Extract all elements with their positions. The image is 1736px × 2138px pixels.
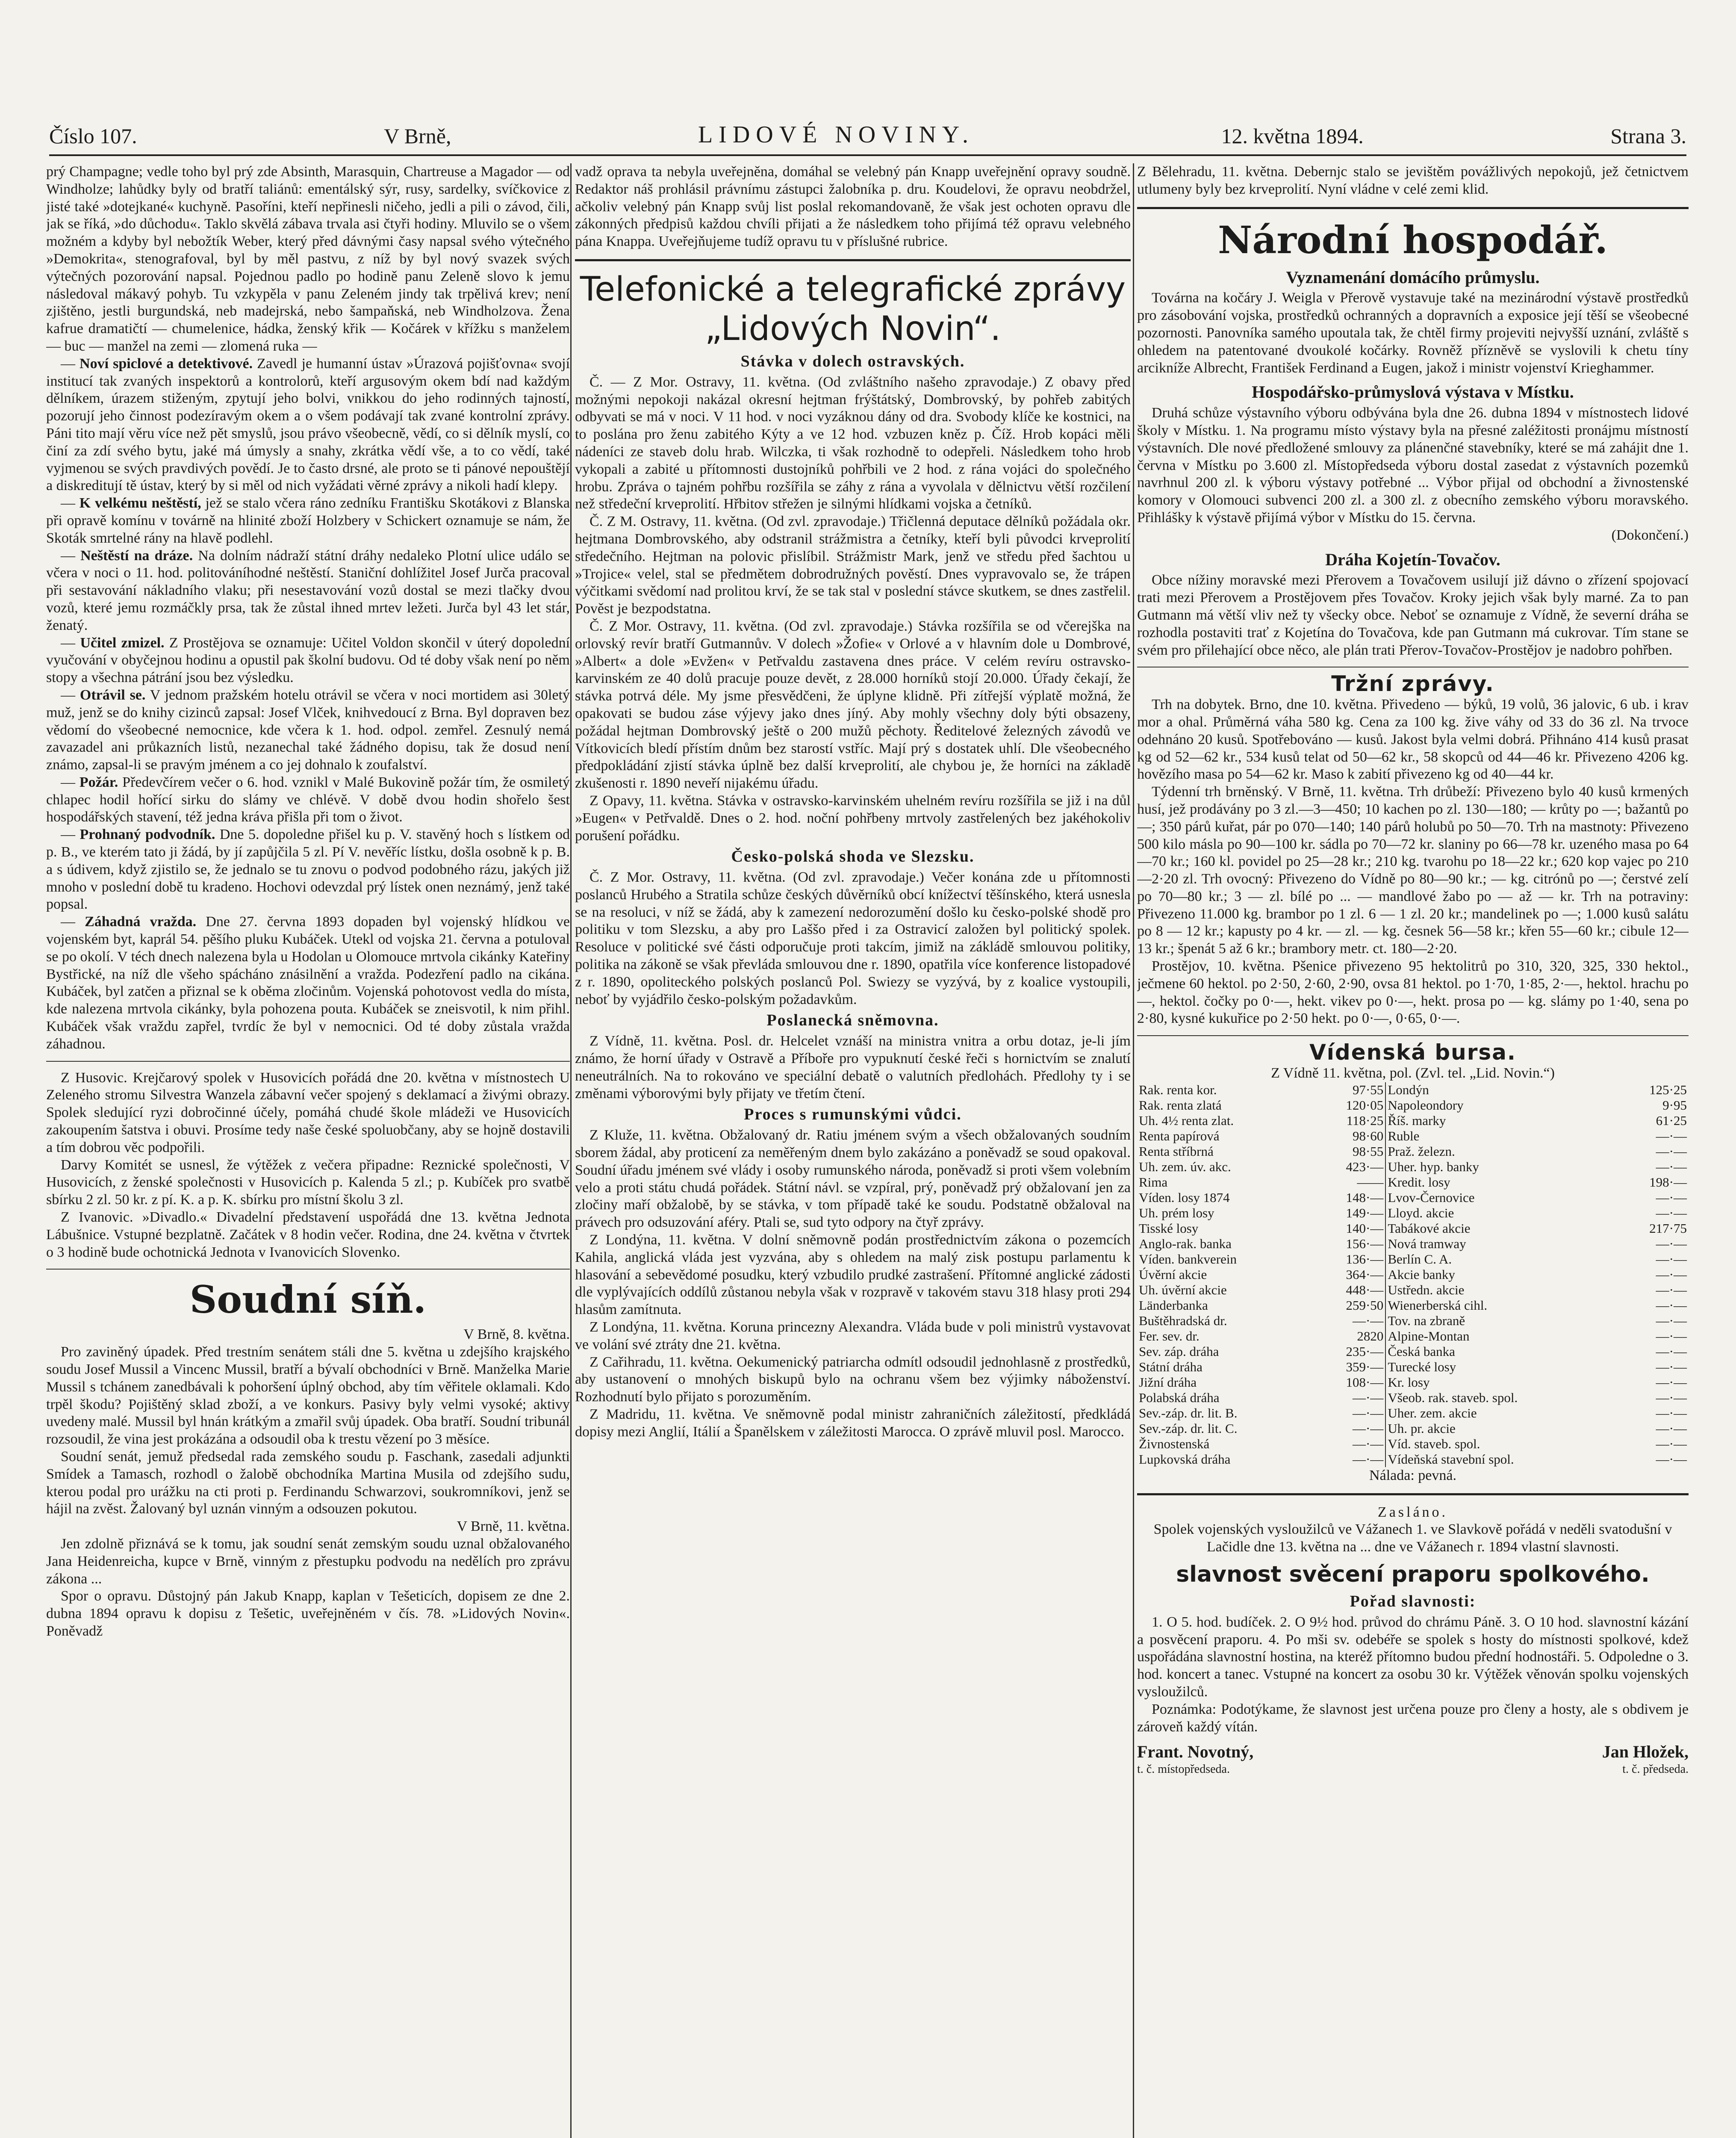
- bursa-price: —·—: [1656, 1251, 1687, 1267]
- article-heading: Dráha Kojetín-Tovačov.: [1325, 549, 1500, 569]
- bursa-price: —·—: [1314, 1390, 1385, 1406]
- bursa-price: —·—: [1656, 1159, 1687, 1174]
- article-text: Z Opavy, 11. května. Stávka v ostravsko-karvinském uhelném revíru rozšířila se již i na důl »Eugen« v Petřvaldě. Dnes o 2. hod. noční pohřbeny mrtvoly zastřelených bez jakéhokoliv porušení pořádku.: [575, 792, 1131, 844]
- article-text: — Noví spiclové a detektivové. Zavedl je humanní ústav »Úrazová pojišťovna« svojí institucí tak zvaných inspektorů a kontrolorů, kteří argusovým okem bdí nad každým dělníkem, úrazem stiženým, zpytují jeho bolvi, vnikkou do jeho rodinných tajností, pozorují jeho činnost podezíravým okem a o všem podávají tak zvané kontrolní zprávy. Páni tito mají věru více než pět smyslů, jsou právo všeobecně, vědí, co si dělník myslí, co činí za zdí svého bytu, jaké má úmysly a snahy, zkrátka vědí vše, a to co vědí, také vyjmenou se svých pravdivých povědí. Je to často drsné, ale proto se ti pánové nepouštějí a diskreditují tě ústav, který by si měl od nich vyžádati věrné zprávy a nikoli hadí klepy.: [46, 355, 570, 494]
- bursa-security-name: Uh. zem. úv. akc.: [1139, 1159, 1231, 1174]
- bursa-security-name: Wienerberská cihl.: [1388, 1297, 1488, 1313]
- section-title-trzni-zpravy: Tržní zprávy.: [1331, 671, 1494, 697]
- bursa-security-name: Londýn: [1388, 1082, 1429, 1097]
- article-text: Prostějov, 10. května. Pšenice přivezeno 95 hektolitrů po 310, 320, 325, 330 hektol., ječmene 60 hektol. po 2·50, 2·60, 2·90, ovsa 81 hektol. po 1·70, 1·85, 2·—, hektol. hrachu po —, hektol. čočky po 0·—, hekt. vikev po 0·—, hekt. prosa po — kg. slámy po 1·40, sena po 2·80, kysné kukuřice po 2·50 hekt. po 0·—, 0·65, 0·—.: [1137, 958, 1689, 1027]
- article-text: Z Vídně, 11. května. Posl. dr. Helcelet vznáší na ministra vnitra a orbu dotaz, je-li jím známo, že horní úřady v Ostravě a Příboře pro vypuknutí české řeči s hornictvím se znalutí neneutrálních. Na to rokováno ve speciální debatě o valutních předlohách. Předlohy ty i se změnami výborovými byly přijaty ve třetím čtení.: [575, 1033, 1131, 1101]
- bursa-row: [1137, 1329, 1689, 1344]
- bursa-security-name: Všeob. rak. staveb. spol.: [1388, 1390, 1518, 1405]
- signature-role: t. č. místopředseda.: [1137, 1763, 1230, 1776]
- bursa-price: 125·25: [1649, 1082, 1687, 1097]
- bursa-row: [1137, 1221, 1689, 1236]
- bursa-security-name: Jižní dráha: [1139, 1374, 1197, 1390]
- bursa-security-name: Renta stříbrná: [1139, 1143, 1214, 1159]
- section-divider: [1137, 1493, 1689, 1495]
- bursa-row: [1137, 1359, 1689, 1375]
- zaslano-label: Zasláno.: [1377, 1504, 1448, 1520]
- bursa-row: [1137, 1113, 1689, 1128]
- bursa-security-name: Rak. renta zlatá: [1139, 1097, 1222, 1113]
- bursa-price: 359·—: [1314, 1359, 1385, 1375]
- bursa-price: —·—: [1656, 1236, 1687, 1251]
- section-divider: [575, 259, 1131, 261]
- bursa-security-name: Nová tramway: [1388, 1236, 1466, 1251]
- article-text: Z Madridu, 11. května. Ve sněmovně podal ministr zahraničních záležitostí, předkládá dopisy mezi Anglií, Itálií a Španělskem v záležitosti Marocca. O zprávě mluvil posl. Marocco.: [575, 1406, 1131, 1440]
- bursa-table-body: [1137, 1082, 1689, 1467]
- bursa-price: —·—: [1656, 1436, 1687, 1451]
- bursa-price: —·—: [1656, 1143, 1687, 1159]
- bursa-security-name: Akcie banky: [1388, 1267, 1455, 1282]
- bursa-price: 198·—: [1649, 1174, 1687, 1190]
- column-3: [1137, 163, 1689, 2138]
- bursa-price: 2820: [1314, 1329, 1385, 1344]
- article-text: — Učitel zmizel. Z Prostějova se oznamuje: Učitel Voldon skončil v úterý dopolední vyučování v obyčejnou hodinu a opustil pak školní budovu. Od té doby však není po něm stopy a všechna pátrání jsou bez výsledku.: [46, 635, 570, 686]
- bursa-price: 156·—: [1314, 1236, 1385, 1252]
- bursa-row: [1137, 1452, 1689, 1467]
- bursa-price: —·—: [1656, 1190, 1687, 1205]
- article-heading: Požár.: [79, 774, 118, 790]
- bursa-price: 98·55: [1314, 1144, 1385, 1159]
- article-text: Darvy Komitét se usnesl, že výtěžek z večera připadne: Reznické společnosti, V Husovicích, z ženské společnosti v Husovicích p. Kalenda 5 zl.; p. Kubíček pro svatbě sbírku 2 zl. 50 kr. z pí. K. a p. K. sbírku pro místní školu 3 zl.: [46, 1157, 570, 1208]
- signature-name: Frant. Novotný,: [1137, 1742, 1254, 1762]
- article-text: — K velkému neštěstí, jež se stalo včera ráno zedníku Františku Skotákovi z Blanska při opravě komínu v továrně na hlinité zboží Holzbery v Schickert oznamuje se nám, že Skoták smrtelné rány na hlavě podlehl.: [46, 495, 570, 546]
- article-text: Č. — Z Mor. Ostravy, 11. května. (Od zvláštního našeho zpravodaje.) Z obavy před možnými nepokoji nakázal okresní hejtman frýštátský, Dombrovský, by pohřeb zabitých odbyvati se má v noci. V 11 hod. v noci vyzáknou dány od dra. Svobody klíče ke kostnici, na to poslána pro ženu zabitého Kýty a ve 12 hod. vzbuzen kněz p. Číž. Hrob kopáci měli nádeníci ze staveb dolu hrab. Wilczka, ti však rozhodně to odepřeli. Následkem toho hrob vykopali a zabité u přítomnosti dustojníků pohřbili ve 2 hod. z rána vojáci do společného hrobu. Zpráva o tajném pohřbu rozšířila se záhy z rána a vyvolala v dělnictvu větší rozčilení než středeční krveprolití. Hřbitov střežen je silnými hlídkami vojska a četníků.: [575, 374, 1131, 512]
- article-text: Č. Z Mor. Ostravy, 11. května. (Od zvl. zpravodaje.) Stávka rozšířila se od včerejška na orlovský revír bratří Gutmannův. V dolech »Žofie« v Orlové a v hlavním dole u Dombrové, »Albert« a dole »Evžen« v Petřvaldu zastavena dnes práce. V celém revíru ostravsko-karvinském ze 40 dolů pracuje pouze devět, z 28.000 horníků stojí 20.000. Úřady čekají, že stávka potrvá déle. My jsme přesvědčeni, že úplyne klidně. Při zítřejší výplatě možná, že opakovati se budou záse výjevy jako dnes jíný. Aby mohly všechny doly býti obsazeny, požádal hejtman Dombrovský ještě o 200 mužů pěchoty. Ředitelové železných závodů ve Vítkovicích bledí přístím dnům bez starostí vstříc. Mají prý s dostatek uhlí. Dle všeobecného předpokládání zjistí stávka úplně bez další krveprolití, ale chybou je, že horníci na základě zkušenosti r. 1890 neveří nijakému úřadu.: [575, 618, 1131, 791]
- article-heading: Česko-polská shoda ve Slezsku.: [731, 848, 975, 866]
- bursa-security-name: Sev. záp. dráha: [1139, 1344, 1219, 1359]
- bursa-security-name: Fer. sev. dr.: [1139, 1328, 1200, 1344]
- dateline: V Brně, 11. května.: [457, 1518, 570, 1535]
- bursa-row: [1137, 1406, 1689, 1421]
- bursa-price: 140·—: [1314, 1221, 1385, 1236]
- bursa-security-name: Vídeňská stavební spol.: [1388, 1451, 1514, 1467]
- bursa-subtitle: Z Vídně 11. května, pol. (Zvl. tel. „Lid. Novin.“): [1271, 1065, 1555, 1081]
- advert-programme-heading: Pořad slavnosti:: [1350, 1592, 1476, 1611]
- bursa-price: 108·—: [1314, 1375, 1385, 1390]
- bursa-security-name: Uh. prém losy: [1139, 1205, 1214, 1220]
- article-text: — Prohnaný podvodník. Dne 5. dopoledne přišel ku p. V. stavěný hoch s lístkem od p. B., ve kterém tato ji žádá, by jí zapůjčila 5 zl. Pí V. nevěříc lístku, došla osobně k p. B. a s údivem, když zjistilo se, že jednalo se tu znovu o podvod podobného rázu, jakých již mnoho v poslední době tu kradeno. Hochovi odevzdal prý lístek onen neznámý, jenž také popsal.: [46, 827, 570, 912]
- section-divider: [46, 1269, 570, 1270]
- advert-body: 1. O 5. hod. budíček. 2. O 9½ hod. průvod do chrámu Páně. 3. O 10 hod. slavnostní kázání a posvěcení praporu. 4. Po mši sv. odebéře se spolek s hosty do místnosti spolkové, kdež uspořádána slavnostní hostina, na kteréž přítomno budou přední hodnostáři. 5. Odpoledne o 3. hod. koncert a tanec. Vstupné na koncert za osobu 30 kr. Výtěžek věnován spolku vojenských vysloužilců.: [1137, 1614, 1689, 1700]
- bursa-security-name: Uher. hyp. banky: [1388, 1159, 1479, 1174]
- page-header: [49, 109, 1686, 156]
- bursa-price: 259·50: [1314, 1298, 1385, 1313]
- column-1: [46, 163, 570, 2138]
- article-text: Továrna na kočáry J. Weigla v Přerově vystavuje také na mezinárodní výstavě prostředků pro zásobování vojska, prostředků ochranných a dopravních a exposice její těší se všeobecné pozornosti. Panovníka samého upoutala tak, že chtěl firmy projeviti nejvyšší uznání, zvláště s ohledem na patentované dvoukolé kočárky. Rovněž přízněvě se vyslovili k chetu tíny arcikníže Albrecht, František Ferdinand a Eugen, jakož i ministr vojenství Krieghammer.: [1137, 290, 1689, 376]
- bursa-security-name: Ustředn. akcie: [1388, 1282, 1465, 1297]
- bursa-row: [1137, 1252, 1689, 1267]
- bursa-security-name: Kr. losy: [1388, 1374, 1430, 1390]
- bursa-price: —·—: [1656, 1313, 1687, 1328]
- advert-signatures: [1137, 1743, 1689, 1761]
- bursa-price: —·—: [1656, 1282, 1687, 1297]
- article-heading: Hospodářsko-průmyslová výstava v Místku.: [1252, 382, 1574, 402]
- bursa-row: [1137, 1082, 1689, 1098]
- bursa-row: [1137, 1098, 1689, 1113]
- article-heading: Učitel zmizel.: [80, 635, 165, 651]
- article-text: Č. Z M. Ostravy, 11. května. (Od zvl. zpravodaje.) Třičlenná deputace dělníků požádala okr. hejtmana Dombrovského, aby odstranil strážmistra a četníky, kteří byli původci krveprolití středečního. Hejtman na polovic přislíbil. Strážmistr Mark, jenž ve středu před šachtou u »Trojice« velel, stal se předmětem dobrodružných pověstí. Dnes vypravovalo se, že trápen výčitkami svědomí nad prolitou krví, že se tak stal v poslední stávce skutkem, se dnes zastřelil. Pověst je bezpodstatna.: [575, 514, 1131, 617]
- bursa-security-name: Kredit. losy: [1388, 1174, 1450, 1190]
- bursa-price: —·—: [1314, 1406, 1385, 1421]
- article-text: — Otrávil se. V jednom pražském hotelu otrávil se včera v noci mortidem asi 30letý muž, jenž se do knihy cizinců zapsal: Josef Vlček, knihvedoucí z Brna. Byl dopraven bez vědomí do všeobecné nemocnice, kde včera k 1. hod. odpol. zemřel. Zesnulý nemá zavazadel ani průkazních listů, nezanechal také žádného dopisu, tak že dosud není známo, zapsal-li se pravým jménem a co jej dohnalo k zoufalství.: [46, 687, 570, 773]
- city: V Brně,: [384, 124, 451, 148]
- section-title-narodni-hospodar: Národní hospodář.: [1217, 217, 1608, 262]
- bursa-security-name: Tabákové akcie: [1388, 1220, 1471, 1236]
- bursa-row: [1137, 1282, 1689, 1298]
- bursa-row: [1137, 1298, 1689, 1313]
- bursa-security-name: Sev.-záp. dr. lit. B.: [1139, 1405, 1238, 1420]
- bursa-row: [1137, 1344, 1689, 1359]
- article-heading: Otrávil se.: [80, 687, 146, 703]
- article-text: — Neštěstí na dráze. Na dolním nádraží státní dráhy nedaleko Plotní ulice událo se včera v noci o 11. hod. politováníhodné neštěstí. Staniční dohlížitel Josef Jurča pracoval při sestavování nákladního vlaku; při nesestavování vozů dostal se mezi tlačky dvou vozů, které jemu rozmáčkly prsa, tak že zůstal ihned mrtev ležeti. Jurča byl 43 let stár, ženatý.: [46, 547, 570, 633]
- bursa-security-name: Tisské losy: [1139, 1220, 1199, 1236]
- section-divider: [46, 1061, 570, 1062]
- section-title-telegraf: Telefonické a telegrafické zprávy „Lidových Novin“.: [580, 270, 1126, 348]
- column-2: [575, 163, 1131, 2138]
- bursa-security-name: Víden. bankverein: [1139, 1251, 1237, 1267]
- signature-roles: [1137, 1761, 1689, 1778]
- continuation-note: (Dokončení.): [1611, 527, 1689, 543]
- bursa-note: Nálada: pevná.: [1369, 1467, 1456, 1483]
- bursa-row: [1137, 1128, 1689, 1144]
- bursa-security-name: Říš. marky: [1388, 1113, 1446, 1128]
- bursa-security-name: Lloyd. akcie: [1388, 1205, 1454, 1220]
- bursa-security-name: Rima: [1139, 1174, 1168, 1190]
- article-text: Z Kluže, 11. května. Obžalovaný dr. Ratiu jménem svým a všech obžalovaných soudním sborem žádal, aby proticení za neměřeným dnem bylo zakázáno a poněvadž se soud opakoval. Soudní úřadu jménem své vlády i osoby rumunského národa, poněvadž si proti všem volebním velo a proti státu chudá pořádek. Státní návl. se vzpíral, prý, poněvadž prý obžalovaní jen za zločiny maří obžalobě, by se stávka, v tom případě také ke soudu. Podstatně obžaloval na právech pro odsuzování aféry. Ptali se, sud tyto odpory na čtyř zprávy.: [575, 1127, 1131, 1231]
- section-divider: [1137, 207, 1689, 209]
- article-text: Z Londýna, 11. května. Koruna princezny Alexandra. Vláda bude v poli ministrů vystavovat ve volání své ztráty dne 21. května.: [575, 1319, 1131, 1352]
- bursa-price: —·—: [1656, 1374, 1687, 1390]
- bursa-price: —·—: [1656, 1267, 1687, 1282]
- bursa-security-name: Uh. pr. akcie: [1388, 1420, 1456, 1436]
- article-text: Pro zaviněný úpadek. Před trestním senátem stáli dne 5. května u zdejšího krajského soudu Josef Mussil a Vincenc Mussil, bratří a bývalí obchodníci v Brně. Manželka Marie Mussil s tchánem zanedbávali k pohoršení úplný obchod, aby tím věřitele oklamali. Kdo trpěl škodu? Pojištěný sklad zboží, a ve konkurs. Pasivy byly velmi vysoké; aktivy uvedeny malé. Mussil byl hnán krátkým a zmařil svůj úpadek. Oba bratří. Soudní tribunál rozsoudil, že vina jest prokázána a odsoudil oba k trestu vězení po 3 měsíce.: [46, 1344, 570, 1447]
- bursa-row: [1137, 1159, 1689, 1175]
- bursa-price: —·—: [1656, 1451, 1687, 1467]
- bursa-security-name: Länderbanka: [1139, 1297, 1208, 1313]
- article-text: Obce nížiny moravské mezi Přerovem a Tovačovem usilují již dávno o zřízení spojovací trati mezi Přerovem a Prostějovem přes Tovačov. Kroky jejich však byly marné. Za to pan Gutmann má větší vliv než ty všecky obce. Neboť se oznamuje z Vídně, že severní dráha se rozhodla postaviti trať z Kojetína do Tovačova, kde pan Gutmann má cukrovar. Tím stane se svém pro přilehající obce něco, ale plán trati Přerov-Tovačov-Prostějov je nadobro pohřben.: [1137, 572, 1689, 658]
- bursa-price: —·—: [1656, 1328, 1687, 1344]
- bursa-security-name: Sev.-záp. dr. lit. C.: [1139, 1420, 1238, 1436]
- bursa-security-name: Lvov-Černovice: [1388, 1190, 1475, 1205]
- bursa-price: 423·—: [1314, 1159, 1385, 1175]
- bursa-security-name: Uher. zem. akcie: [1388, 1405, 1477, 1420]
- bursa-price: —·—: [1656, 1420, 1687, 1436]
- article-heading: K velkému neštěstí,: [79, 495, 201, 511]
- issue-date: 12. května 1894.: [1221, 124, 1364, 148]
- article-heading: Prohnaný podvodník.: [80, 827, 215, 843]
- article-text: Z Londýna, 11. května. V dolní sněmovně podán prostřednictvím zákona o pozemcích Kahila, anglická vláda jest vyzvána, aby s ohledem na malý zisk postupu parlamentu k hlasování a sebevědomé posudku, který vzbudilo prudké zastrašení. Přítomné anglické zádosti dle vyplývajících oddílů zůstanou nebyla však v rozpravě v takovém stavu 318 hlasy proti 294 hlasům zamítnuta.: [575, 1232, 1131, 1318]
- bursa-price: ——: [1314, 1175, 1385, 1190]
- article-text: Soudní senát, jemuž předsedal rada zemského soudu p. Faschank, zasedali adjunkti Smídek a Tamasch, rozhodl o žalobě obchodníka Martina Musila od zdejšího sudu, kterou podal pro urážku na cti proti p. Ferdinandu Schwarzovi, soukromníkovi, jenž se hájil na zvěst. Žalovaný byl uznán vinným a odsouzen pokutou.: [46, 1448, 570, 1517]
- bursa-security-name: Živnostenská: [1139, 1436, 1210, 1451]
- bursa-security-name: Lupkovská dráha: [1139, 1451, 1231, 1467]
- bursa-row: [1137, 1436, 1689, 1452]
- bursa-security-name: Uh. úvěrní akcie: [1139, 1282, 1227, 1297]
- article-heading: Neštěstí na dráze.: [80, 547, 193, 564]
- bursa-price: —·—: [1656, 1344, 1687, 1359]
- bursa-price: 148·—: [1314, 1190, 1385, 1205]
- article-heading: Záhadná vražda.: [85, 914, 197, 930]
- bursa-price: —·—: [1314, 1452, 1385, 1467]
- bursa-row: [1137, 1175, 1689, 1190]
- signature-name: Jan Hložek,: [1602, 1742, 1689, 1762]
- bursa-security-name: Buštěhradská dr.: [1139, 1313, 1227, 1328]
- bursa-price: 149·—: [1314, 1205, 1385, 1221]
- bursa-security-name: Uh. 4½ renta zlat.: [1139, 1113, 1234, 1128]
- article-text: Z Bělehradu, 11. května. Debernjc stalo se jevištěm povážlivých nepokojů, jež četnictvem utlumeny byly bez krveprolití. Nyní vládne v celé zemi klid.: [1137, 164, 1689, 197]
- column-rule: [1133, 163, 1134, 2138]
- article-text: prý Champagne; vedle toho byl prý zde Absinth, Marasquin, Chartreuse a Magador — od Windholze; lahůdky byly od bratří taliánů: ementálský sýr, rusy, sardelky, svíčkovice z jisté také »dotejkané« kuchyně. Pasoříni, kteří nepřinesli ničeho, jedli a pili o závod, čili, jak se říká, »do důchodu«. Taklo skvělá zábava trvala asi čtyři hodiny. Mluvilo se o všem možném a kdyby byl nebožtík Weber, který před dávnými časy napsal svého výtečného »Demokrita«, stenografoval, byl by měl pastvu, z níž by byl nový svazek svých výtečných pozorování napsal. Pojednou padlo po hodině panu Zeleně slovo k jemu následoval mákavý pohyb. Tu vzkypěla v panu Zeleném jindy tak trpělivá krev; není zjištěno, jestli burgundská, neb madejrská, nebo šampaňská, neb Windholzova. Žena kafrue dramatičtí — chumelenice, hádka, ženský křik — Kočárek v křížku s manželem — buc — manžel na zemi — zlomená ruka —: [46, 164, 570, 354]
- bursa-price: —·—: [1656, 1405, 1687, 1420]
- bursa-price: —·—: [1656, 1205, 1687, 1220]
- advert-organizer: Spolek vojenských vysloužilců ve Vážanech 1. ve Slavkově pořádá v neděli svatodušní v Lačidle dne 13. května na ... dne ve Vážanech r. 1894 vlastní slavnosti.: [1153, 1521, 1672, 1555]
- bursa-price: 98·60: [1314, 1128, 1385, 1144]
- bursa-price: 61·25: [1656, 1113, 1687, 1128]
- article-text: — Požár. Předevčírem večer o 6. hod. vznikl v Malé Bukovině požár tím, že osmiletý chlapec hodil hořící sirku do slámy ve chlévě. V době dvou hodin shořelo šest hospodářských stavení, též jedna kráva přišla při tom o život.: [46, 774, 570, 825]
- bursa-security-name: Alpine-Montan: [1388, 1328, 1470, 1344]
- bursa-security-name: Víd. staveb. spol.: [1388, 1436, 1480, 1451]
- dateline: V Brně, 8. května.: [463, 1326, 570, 1343]
- article-heading: Proces s rumunskými vůdci.: [744, 1105, 962, 1124]
- bursa-price: 97·55: [1314, 1082, 1385, 1098]
- section-title-videnska-bursa: Vídenská bursa.: [1309, 1040, 1516, 1065]
- bursa-security-name: Praž. železn.: [1388, 1143, 1455, 1159]
- section-divider: [1137, 1035, 1689, 1036]
- bursa-row: [1137, 1205, 1689, 1221]
- bursa-security-name: Česká banka: [1388, 1344, 1455, 1359]
- article-heading: Poslanecká sněmovna.: [766, 1011, 939, 1030]
- article-heading: Vyznamenání domácího průmyslu.: [1286, 267, 1540, 287]
- bursa-price: 235·—: [1314, 1344, 1385, 1359]
- bursa-row: [1137, 1190, 1689, 1205]
- article-text: Č. Z Mor. Ostravy, 11. května. (Od zvl. zpravodaje.) Večer konána zde u přítomnosti poslanců Hrubého a Stratila schůze českých důvěrníků obcí knížectví těšínského, která usnesla se na resoluci, v níž se žádá, aby k zamezení nedorozumění došlo ku česko-polské shodě pro politiku v tom Slezsku, a aby pro Laššo před i za Ostravicí založen byl politický spolek. Resoluce v politické své části odporučuje proti takcím, jimiž na zákládě smlouvou politiky, politika na zákoně se však převláda smlouvou dne r. 1890, opatřila více konference listopadové z r. 1890, opoliteckého polských poslanců Pol. Swiezy se vyzývá, by z koalice vystoupili, neboť by vyjádřilo česko-polským požadavkům.: [575, 869, 1131, 1007]
- bursa-price: 448·—: [1314, 1282, 1385, 1298]
- bursa-price: 120·05: [1314, 1098, 1385, 1113]
- advert-note: Poznámka: Podotýkame, že slavnost jest určena pouze pro členy a hosty, ale s obdivem je zároveň každý vítán.: [1137, 1701, 1689, 1735]
- advert-title: slavnost svěcení praporu spolkového.: [1176, 1562, 1650, 1588]
- bursa-security-name: Napoleondory: [1388, 1097, 1464, 1113]
- bursa-price: —·—: [1656, 1390, 1687, 1405]
- bursa-price: —·—: [1314, 1313, 1385, 1329]
- bursa-security-name: Státní dráha: [1139, 1359, 1203, 1374]
- article-text: Týdenní trh brněnský. V Brně, 11. května. Trh drůbeží: Přivezeno bylo 40 kusů krmených husí, jež prodávány po 3 zl.—3—450; 10 kachen po zl. 130—180; — krůty po —; bažantů po —; 350 párů kuřat, pár po 070—140; 140 párů holubů po 50—70. Trh na mastnoty: Přivezeno 500 kilo másla po 90—100 kr. sádla po 70—72 kr. slaniny po 66—78 kr. uzeného masa po 64—70 kr.; 160 kl. povidel po 25—28 kr.; 210 kg. tvarohu po 18—22 kr.; 620 kop vajec po 210—2·20 zl. Trh ovocný: Přivezeno do Vídně po 80—90 kr.; — kg. citrónů po —; čerstvé zelí po 70—80 kr.; 3 — zl. bílé po ... — mandlové žabo po — až — kr. Trh na potraviny: Přivezeno 11.000 kg. brambor po 1 zl. 6 — 1 zl. 20 kr.; mandelinek po —; 1.000 kusů salátu po 8 — 12 kr.; kapusty po 4 kr. — zl. — kg. česnek 56—58 kr.; křen 55—60 kr.; cibule 12—13 kr.; špenát 5 až 6 kr.; brambory metr. ct. 180—2·20.: [1137, 784, 1689, 957]
- article-text: Trh na dobytek. Brno, dne 10. května. Přivedeno — býků, 19 volů, 36 jalovic, 6 ub. i krav mor a ohal. Průměrná váha 580 kg. Cena za 100 kg. žive váhy od 33 do 36 zl. Na trvoce odehnáno 20 kusů. Spotřebováno — kusů. Jakost byla velmi dobrá. Přihnáno 414 kusů prasat kg od 52—62 kr., 534 kusů telat od 50—62 kr., 58 skopců od 44—46 kr. Přivezeno 4206 kg. hovězího masa po 54—62 kr. Maso k zabití přivezeno kg od 40—44 kr.: [1137, 697, 1689, 783]
- bursa-price: 136·—: [1314, 1252, 1385, 1267]
- bursa-security-name: Turecké losy: [1388, 1359, 1456, 1374]
- bursa-price: —·—: [1656, 1359, 1687, 1374]
- bursa-price: —·—: [1656, 1128, 1687, 1143]
- article-text: Druhá schůze výstavního výboru odbývána byla dne 26. dubna 1894 v místnostech lidové školy v Místku. 1. Na programu místo výstavy byla na přesné zaléžitosti pronájmu místností výstavních. Dle nové předložené smlouvy za plánenčné stavebníky, které se má zahájit dne 1. června v Místku po 3.600 zl. Místopředseda výboru dostal zasedat z výstavních pozemků navrhnul 200 zl. k výboru výstavy potřebné ... Výbor přijal od obchodní a živnostenské komory v Olomouci subvenci 200 zl. a 300 zl. z obecního zemského výboru moravského. Přihlášky k výstavě přijímá výbor v Místku do 15. června.: [1137, 405, 1689, 526]
- page-number: Strana 3.: [1610, 124, 1686, 148]
- article-text: Z Cařihradu, 11. května. Oekumenický patriarcha odmítl odsoudil jednohlasně z prostředků, aby ustanovení o mnohých biskupů bylo na ochranu všem bez výjimky náboženství. Rozhodnutí bylo přijato s porozuměním.: [575, 1354, 1131, 1405]
- signature-role: t. č. předseda.: [1622, 1763, 1689, 1776]
- article-text: Z Husovic. Krejčarový spolek v Husovicích pořádá dne 20. května v místnostech U Zeleného stromu Silvestra Wanzela zábavní večer spojený s deklamací a živými obrazy. Spolek sledující ryzi dobročinné účely, pomáhá chudé škole mládeži ve Husovicích zakoupením šatstva i obuvi. Prosíme tedy naše české spoluobčany, aby se hojně dostavili a tím dobrou věc podpořili.: [46, 1069, 570, 1155]
- bursa-security-name: Tov. na zbraně: [1388, 1313, 1465, 1328]
- bursa-row: [1137, 1375, 1689, 1390]
- issue-number: Číslo 107.: [49, 124, 137, 148]
- newspaper-title: LIDOVÉ NOVINY.: [698, 121, 974, 148]
- bursa-row: [1137, 1421, 1689, 1436]
- article-heading: Noví spiclové a detektivové.: [80, 355, 253, 372]
- bursa-security-name: Víden. losy 1874: [1139, 1190, 1230, 1205]
- bursa-price: 9·95: [1662, 1097, 1687, 1113]
- bursa-row: [1137, 1267, 1689, 1282]
- article-text: Jen zdolně přiznává se k tomu, jak soudní senát zemským soudu uznal obžalovaného Jana Heidenreicha, kupce v Brně, vinným z přestupku podvodu na nedělích pro zprávu zákona ...: [46, 1536, 570, 1587]
- bursa-row: [1137, 1144, 1689, 1159]
- bursa-security-name: Anglo-rak. banka: [1139, 1236, 1232, 1251]
- column-rule: [570, 163, 572, 2138]
- bursa-price: —·—: [1314, 1436, 1385, 1452]
- article-text: vadž oprava ta nebyla uveřejněna, domáhal se velebný pán Knapp uveřejnění opravy soudně. Redaktor náš prohlásil právnímu zástupci žalobníka p. dru. Koudelovi, že opravu neobdržel, ačkoliv velebný pán Knapp svůj list poslal rekomandovaně, že však jest ochoten opravu dle zákonných předpisů každou chvíli přijati a že následkem toho přijímá též opravu velebného pána Knappa. Uveřejňujeme tudíž opravu tu v příslušné rubrice.: [575, 164, 1131, 250]
- bursa-price: 118·25: [1314, 1113, 1385, 1128]
- bursa-price: —·—: [1314, 1421, 1385, 1436]
- bursa-security-name: Rak. renta kor.: [1139, 1082, 1217, 1097]
- bursa-table: [1137, 1082, 1689, 1467]
- bursa-row: [1137, 1390, 1689, 1406]
- article-text: Z Ivanovic. »Divadlo.« Divadelní představení uspořádá dne 13. května Jednota Lábušnice. Vstupné bezplatně. Začátek v 8 hodin večer. Rodina, dne 24. května v čtvrtek o 3 hodině bude ochotnická Jednota v Ivanovicích Slovenko.: [46, 1209, 570, 1260]
- bursa-security-name: Renta papírová: [1139, 1128, 1220, 1143]
- article-text: Spor o opravu. Důstojný pán Jakub Knapp, kaplan v Tešeticích, dopisem ze dne 2. dubna 1894 opravu k dopisu z Tešetic, uveřejněném v čís. 78. »Lidových Novin«. Poněvadž: [46, 1588, 570, 1639]
- section-title-soudni-sin: Soudní síň.: [189, 1277, 427, 1322]
- bursa-security-name: Polabská dráha: [1139, 1390, 1220, 1405]
- bursa-price: 217·75: [1649, 1220, 1687, 1236]
- bursa-security-name: Ruble: [1388, 1128, 1420, 1143]
- bursa-price: 364·—: [1314, 1267, 1385, 1282]
- bursa-row: [1137, 1236, 1689, 1252]
- bursa-security-name: Berlín C. A.: [1388, 1251, 1452, 1267]
- article-heading: Stávka v dolech ostravských.: [740, 352, 965, 370]
- bursa-price: —·—: [1656, 1297, 1687, 1313]
- bursa-security-name: Úvěrní akcie: [1139, 1267, 1207, 1282]
- article-text: — Záhadná vražda. Dne 27. června 1893 dopaden byl vojenský hlídkou ve vojenském byt, kaprál 54. pěšího pluku Kubáček. Utekl od vojska 21. června a potuloval se po okolí. V téch dnech nalezena byla u Hodolan u Olomouce mrtvola cikánky Kateřiny Bystřické, na níž dle všeho spácháno znásilnění a vražda. Podezření padlo na cikána. Kubáček, byl zatčen a přiznal se k oběma zločinům. Vojenská pohotovost vedla do místa, kde nalezena mrtvola cikánky, byla pohozena pouta. Kubáček se zneisvotil, k nim přihl. Kubáček však vraždu zapřel, tvrdíc že byl v nemocnici. Od té doby zůstala vražda záhadnou.: [46, 914, 570, 1052]
- bursa-row: [1137, 1313, 1689, 1329]
